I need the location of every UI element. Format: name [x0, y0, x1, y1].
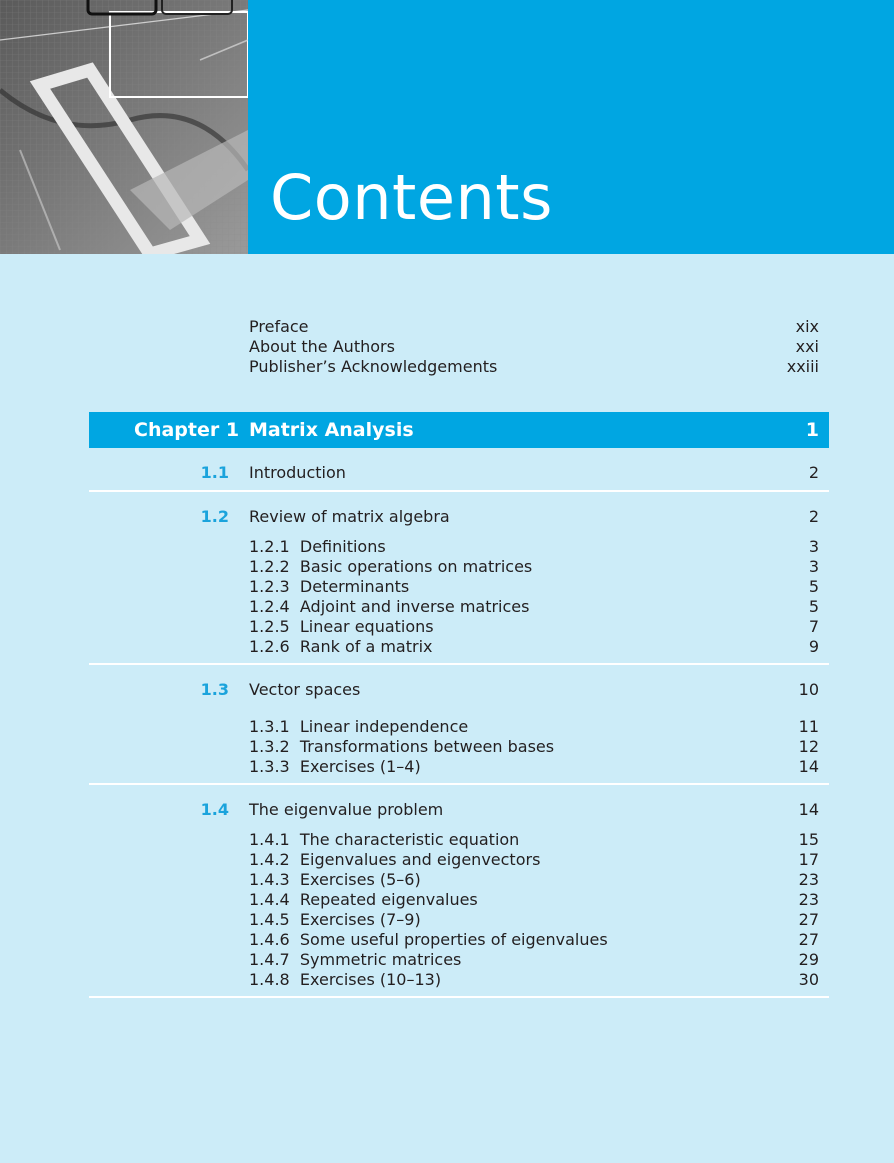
entry-label: About the Authors: [249, 337, 395, 356]
subsection-entry[interactable]: [249, 597, 819, 617]
subsection-title: 1.2.4 Adjoint and inverse matrices: [249, 597, 530, 616]
subsection-entry[interactable]: [249, 617, 819, 637]
page-title: Contents: [270, 161, 553, 234]
section-title: The eigenvalue problem: [249, 800, 444, 819]
entry-page: 14: [798, 757, 819, 776]
subsection-entry[interactable]: [249, 910, 819, 930]
subsection-entry[interactable]: [249, 637, 819, 657]
section-entry-1-1[interactable]: [249, 463, 819, 483]
subsection-title: 1.4.6 Some useful properties of eigenvalues: [249, 930, 608, 949]
entry-page: 2: [808, 507, 819, 526]
subsection-title: 1.2.3 Determinants: [249, 577, 410, 596]
entry-page: 27: [798, 930, 819, 949]
subsection-title: 1.2.5 Linear equations: [249, 617, 434, 636]
subsection-entry[interactable]: [249, 717, 819, 737]
subsection-entry[interactable]: [249, 537, 819, 557]
entry-page: 10: [798, 680, 819, 699]
entry-page: 5: [808, 597, 819, 616]
section-number: 1.2: [200, 507, 229, 526]
subsection-entry[interactable]: [249, 830, 819, 850]
entry-page: 3: [808, 557, 819, 576]
entry-page: 23: [798, 890, 819, 909]
subsection-entry[interactable]: [249, 870, 819, 890]
subsection-title: 1.3.3 Exercises (1–4): [249, 757, 421, 776]
entry-page: 11: [798, 717, 819, 736]
subsection-entry[interactable]: [249, 577, 819, 597]
entry-page: 14: [798, 800, 819, 819]
entry-page: 23: [798, 870, 819, 889]
section-entry-1-3[interactable]: [249, 680, 819, 700]
chapter-label: Chapter 1: [134, 419, 240, 441]
entry-page: 12: [798, 737, 819, 756]
subsection-title: 1.3.2 Transformations between bases: [249, 737, 555, 756]
section-entry-1-2[interactable]: [249, 507, 819, 527]
entry-page: 9: [808, 637, 819, 656]
subsection-entry[interactable]: [249, 890, 819, 910]
section-title: Vector spaces: [249, 680, 361, 699]
subsection-entry[interactable]: [249, 970, 819, 990]
entry-page: 2: [808, 463, 819, 482]
subsection-entry[interactable]: [249, 557, 819, 577]
subsection-title: 1.2.1 Definitions: [249, 537, 386, 556]
divider: [89, 490, 829, 492]
subsection-entry[interactable]: [249, 757, 819, 777]
entry-page: 15: [798, 830, 819, 849]
entry-label: Preface: [249, 317, 309, 336]
section-number: 1.1: [200, 463, 229, 482]
entry-page: 29: [798, 950, 819, 969]
section-title: Introduction: [249, 463, 346, 482]
entry-page: 27: [798, 910, 819, 929]
subsection-title: 1.2.6 Rank of a matrix: [249, 637, 433, 656]
subsection-title: 1.4.8 Exercises (10–13): [249, 970, 442, 989]
entry-page: 5: [808, 577, 819, 596]
section-entry-1-4[interactable]: [249, 800, 819, 820]
cover-image: [0, 0, 248, 254]
frontmatter-item-about-authors[interactable]: [249, 337, 819, 357]
section-number: 1.4: [200, 800, 229, 819]
entry-label: Publisher’s Acknowledgements: [249, 357, 498, 376]
subsection-title: 1.4.3 Exercises (5–6): [249, 870, 421, 889]
section-number: 1.3: [200, 680, 229, 699]
divider: [89, 996, 829, 998]
frontmatter-item-preface[interactable]: [249, 317, 819, 337]
divider: [89, 663, 829, 665]
subsection-entry[interactable]: [249, 930, 819, 950]
subsection-title: 1.3.1 Linear independence: [249, 717, 469, 736]
subsection-title: 1.4.1 The characteristic equation: [249, 830, 520, 849]
section-title: Review of matrix algebra: [249, 507, 450, 526]
subsection-entry[interactable]: [249, 737, 819, 757]
chapter-title: Matrix Analysis: [249, 419, 414, 441]
entry-page: xix: [795, 317, 819, 336]
chapter-heading[interactable]: [89, 412, 829, 448]
divider: [89, 783, 829, 785]
entry-page: 30: [798, 970, 819, 989]
entry-page: xxiii: [786, 357, 819, 376]
entry-page: 3: [808, 537, 819, 556]
entry-page: 7: [808, 617, 819, 636]
subsection-entry[interactable]: [249, 950, 819, 970]
chapter-page: 1: [805, 419, 819, 441]
subsection-title: 1.4.5 Exercises (7–9): [249, 910, 421, 929]
entry-page: 17: [798, 850, 819, 869]
frontmatter-item-acknowledgements[interactable]: [249, 357, 819, 377]
subsection-entry[interactable]: [249, 850, 819, 870]
header-banner: [0, 0, 894, 254]
subsection-title: 1.4.2 Eigenvalues and eigenvectors: [249, 850, 541, 869]
subsection-title: 1.4.4 Repeated eigenvalues: [249, 890, 478, 909]
entry-page: xxi: [795, 337, 819, 356]
subsection-title: 1.2.2 Basic operations on matrices: [249, 557, 533, 576]
subsection-title: 1.4.7 Symmetric matrices: [249, 950, 462, 969]
